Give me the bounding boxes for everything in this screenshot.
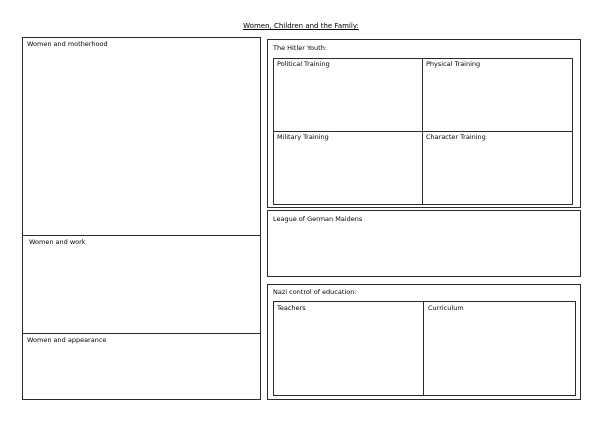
women-work-box bbox=[22, 235, 261, 334]
women-motherhood-box bbox=[22, 37, 261, 236]
worksheet-title: Women, Children and the Family: bbox=[243, 22, 359, 30]
education-heading: Nazi control of education: bbox=[273, 288, 357, 296]
grid-horizontal-divider bbox=[273, 131, 573, 132]
women-appearance-box bbox=[22, 333, 261, 400]
teachers-label: Teachers bbox=[277, 304, 306, 312]
political-training-label: Political Training bbox=[277, 60, 330, 68]
women-work-label: Women and work bbox=[29, 238, 86, 246]
league-heading: League of German Maidens bbox=[273, 215, 363, 223]
teachers-box bbox=[273, 301, 424, 396]
military-training-label: Military Training bbox=[277, 133, 329, 141]
women-appearance-label: Women and appearance bbox=[27, 336, 107, 344]
curriculum-label: Curriculum bbox=[428, 304, 464, 312]
character-training-label: Character Training bbox=[426, 133, 486, 141]
curriculum-box bbox=[423, 301, 576, 396]
hitler-youth-heading: The Hitler Youth: bbox=[273, 44, 328, 52]
women-motherhood-label: Women and motherhood bbox=[27, 40, 108, 48]
league-box bbox=[267, 210, 581, 277]
physical-training-label: Physical Training bbox=[426, 60, 481, 68]
